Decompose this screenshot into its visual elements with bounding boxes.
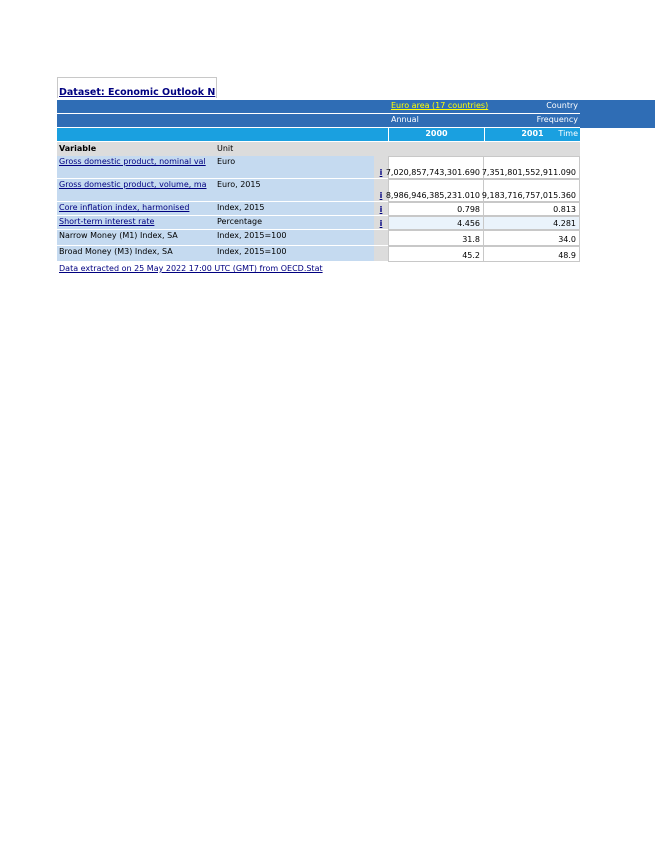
- unit-cell: Index, 2015=100: [215, 246, 374, 262]
- unit-cell: Euro, 2015: [215, 179, 374, 202]
- unit-cell: Percentage: [215, 216, 374, 230]
- value-2001: 34.0: [558, 235, 576, 244]
- year-header-2001: 2001: [484, 128, 580, 141]
- value-2000: 7,020,857,743,301.690: [385, 168, 480, 177]
- unit-cell: Index, 2015: [215, 202, 374, 216]
- country-value: [388, 101, 488, 110]
- value-cell-2000: [388, 216, 484, 230]
- info-icon[interactable]: i: [379, 219, 383, 228]
- value-2000: 0.798: [457, 205, 480, 214]
- year-header-2000: 2000: [388, 128, 484, 141]
- value-2001: 0.813: [553, 205, 576, 214]
- country-link[interactable]: Euro area (17 countries): [391, 101, 489, 110]
- frequency-label: Frequency: [536, 115, 578, 124]
- info-icon[interactable]: i: [379, 168, 383, 177]
- variable-link[interactable]: Gross domestic product, nominal val: [59, 157, 206, 166]
- unit-column-header: Unit: [217, 144, 234, 153]
- header-band-extension: [580, 100, 655, 128]
- value-2000: 4.456: [457, 219, 480, 228]
- info-icon[interactable]: i: [379, 205, 383, 214]
- table-row: [57, 179, 580, 202]
- variable-link[interactable]: Short-term interest rate: [59, 217, 155, 226]
- value-cell-2001: [481, 179, 580, 202]
- value-2001: 7,351,801,552,911.090: [481, 168, 576, 177]
- column-header-row: [57, 142, 580, 156]
- variable-cell: [57, 179, 215, 202]
- variable-cell: [57, 156, 215, 179]
- table-row: [57, 246, 580, 262]
- variable-cell: [57, 202, 215, 216]
- value-cell-2000: [385, 179, 484, 202]
- value-cell-2001: [484, 230, 580, 246]
- table-row: [57, 230, 580, 246]
- value-cell-2001: [484, 202, 580, 216]
- variable-cell: [57, 216, 215, 230]
- table-row: [57, 202, 580, 216]
- variable-cell: Narrow Money (M1) Index, SA: [57, 230, 215, 246]
- country-filter-row: [57, 100, 580, 113]
- frequency-filter-row: [57, 114, 580, 127]
- info-cell: [374, 216, 388, 230]
- value-2001: 9,183,716,757,015.360: [481, 191, 576, 200]
- value-cell-2001: [484, 246, 580, 262]
- value-2000: 8,986,946,385,231.010: [385, 191, 480, 200]
- value-2000: 31.8: [462, 235, 480, 244]
- unit-cell: Euro: [215, 156, 374, 179]
- info-cell: [374, 202, 388, 216]
- extraction-footer-link[interactable]: Data extracted on 25 May 2022 17:00 UTC (GMT) from OECD.Stat: [59, 264, 323, 273]
- unit-cell: Index, 2015=100: [215, 230, 374, 246]
- value-2001: 48.9: [558, 251, 576, 260]
- value-cell-2000: [385, 156, 484, 179]
- variable-link[interactable]: Core inflation index, harmonised: [59, 203, 190, 212]
- info-icon[interactable]: i: [379, 191, 383, 200]
- value-2001: 4.281: [553, 219, 576, 228]
- frequency-value: Annual: [391, 115, 419, 124]
- variable-cell: Broad Money (M3) Index, SA: [57, 246, 215, 262]
- time-label: Time: [558, 129, 578, 138]
- variable-column-header: Variable: [59, 144, 97, 153]
- value-2000: 45.2: [462, 251, 480, 260]
- info-cell: [374, 246, 388, 262]
- table-row: [57, 216, 580, 230]
- value-cell-2000: [388, 230, 484, 246]
- variable-link[interactable]: Gross domestic product, volume, ma: [59, 180, 207, 189]
- country-label: Country: [546, 101, 578, 110]
- table-row: [57, 156, 580, 179]
- value-cell-2000: [388, 246, 484, 262]
- value-cell-2000: [388, 202, 484, 216]
- dataset-title-link[interactable]: Dataset: Economic Outlook N: [59, 87, 216, 98]
- value-cell-2001: [481, 156, 580, 179]
- info-cell: [374, 230, 388, 246]
- value-cell-2001: [484, 216, 580, 230]
